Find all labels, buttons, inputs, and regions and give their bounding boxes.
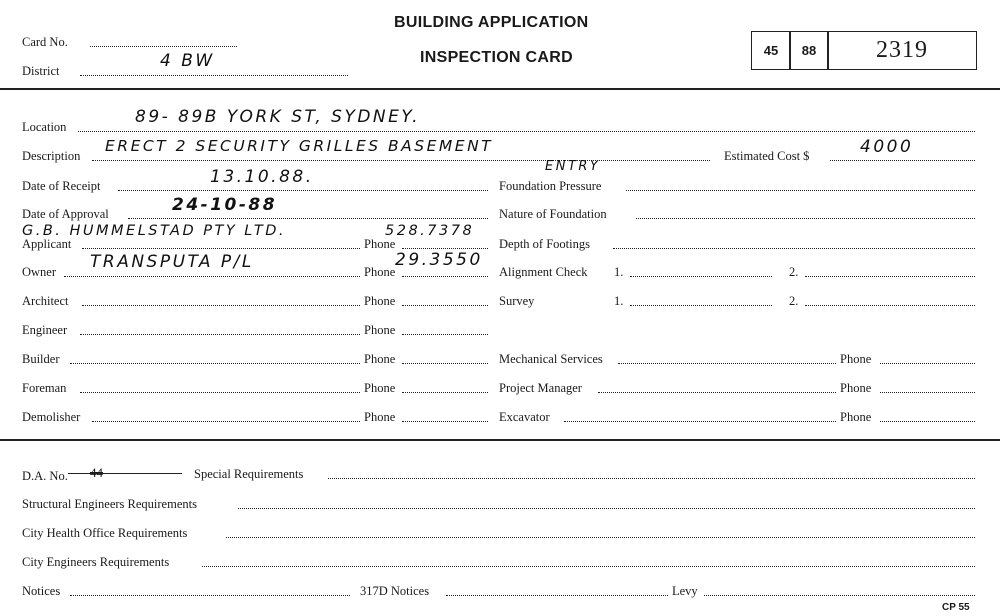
builder-label: Builder: [22, 352, 60, 366]
card-box-b-value: 88: [801, 43, 817, 58]
demolisher-phone-field[interactable]: [402, 421, 488, 422]
applicant-value: G.B. HUMMELSTAD PTY LTD.: [22, 223, 287, 239]
notices-label: Notices: [22, 584, 61, 598]
survey-1-label: 1.: [614, 294, 624, 308]
owner-phone-label: Phone: [364, 265, 396, 279]
demolisher-label: Demolisher: [22, 410, 81, 424]
section-divider: [0, 439, 1000, 441]
engineer-phone-label: Phone: [364, 323, 396, 337]
notices-field[interactable]: [70, 595, 350, 596]
owner-field[interactable]: [64, 276, 360, 277]
survey-2-field[interactable]: [805, 305, 975, 306]
depth-footings-label: Depth of Footings: [499, 237, 590, 251]
alignment-2-label: 2.: [789, 265, 799, 279]
foreman-phone-field[interactable]: [402, 392, 488, 393]
card-no-label: Card No.: [22, 35, 68, 49]
mechanical-field[interactable]: [618, 363, 836, 364]
location-label: Location: [22, 120, 67, 134]
mechanical-phone-label: Phone: [840, 352, 872, 366]
estimated-cost-label: Estimated Cost $: [724, 149, 810, 163]
project-manager-phone-field[interactable]: [880, 392, 975, 393]
description-value-2: ENTRY: [545, 159, 601, 174]
architect-phone-field[interactable]: [402, 305, 488, 306]
structural-req-label: Structural Engineers Requirements: [22, 497, 197, 511]
receipt-value: 13.10.88.: [210, 167, 314, 187]
alignment-1-label: 1.: [614, 265, 624, 279]
estimated-cost-value: 4000: [860, 137, 914, 157]
excavator-phone-field[interactable]: [880, 421, 975, 422]
nature-foundation-field[interactable]: [636, 218, 975, 219]
title-line2: INSPECTION CARD: [420, 49, 573, 66]
project-manager-field[interactable]: [598, 392, 836, 393]
special-req-field[interactable]: [328, 478, 975, 479]
engineer-phone-field[interactable]: [402, 334, 488, 335]
structural-req-field[interactable]: [238, 508, 975, 509]
health-req-field[interactable]: [226, 537, 975, 538]
mechanical-label: Mechanical Services: [499, 352, 603, 366]
excavator-phone-label: Phone: [840, 410, 872, 424]
description-label: Description: [22, 149, 81, 163]
foundation-pressure-label: Foundation Pressure: [499, 179, 602, 193]
levy-label: Levy: [672, 584, 698, 598]
alignment-label: Alignment Check: [499, 265, 588, 279]
demolisher-phone-label: Phone: [364, 410, 396, 424]
receipt-label: Date of Receipt: [22, 179, 101, 193]
foreman-label: Foreman: [22, 381, 67, 395]
engineer-label: Engineer: [22, 323, 68, 337]
alignment-2-field[interactable]: [805, 276, 975, 277]
levy-field[interactable]: [704, 595, 975, 596]
card-no-field[interactable]: [90, 46, 237, 47]
owner-label: Owner: [22, 265, 57, 279]
survey-1-field[interactable]: [630, 305, 772, 306]
builder-field[interactable]: [70, 363, 360, 364]
architect-phone-label: Phone: [364, 294, 396, 308]
card-box-a-value: 45: [763, 43, 779, 58]
title-line1: BUILDING APPLICATION: [394, 14, 589, 31]
engineer-field[interactable]: [80, 334, 360, 335]
owner-value: TRANSPUTA P/L: [90, 252, 254, 272]
survey-2-label: 2.: [789, 294, 799, 308]
applicant-label: Applicant: [22, 237, 72, 251]
estimated-cost-field[interactable]: [830, 160, 975, 161]
da-strike-line: [68, 473, 182, 474]
card-box-b: [789, 31, 829, 70]
form-code: CP 55: [942, 602, 970, 613]
architect-label: Architect: [22, 294, 69, 308]
excavator-field[interactable]: [564, 421, 836, 422]
city-eng-req-field[interactable]: [202, 566, 975, 567]
description-field[interactable]: [92, 160, 710, 161]
approval-value: 24-10-88: [172, 195, 278, 215]
da-no-label: D.A. No.: [22, 469, 68, 483]
foreman-field[interactable]: [80, 392, 360, 393]
card-number-box: [827, 31, 977, 70]
foreman-phone-label: Phone: [364, 381, 396, 395]
da-no-value: 44: [90, 465, 103, 480]
excavator-label: Excavator: [499, 410, 550, 424]
applicant-field[interactable]: [82, 248, 360, 249]
project-manager-label: Project Manager: [499, 381, 582, 395]
header-divider: [0, 88, 1000, 90]
nature-foundation-label: Nature of Foundation: [499, 207, 607, 221]
description-value: ERECT 2 SECURITY GRILLES BASEMENT: [105, 137, 494, 155]
survey-label: Survey: [499, 294, 535, 308]
health-req-label: City Health Office Requirements: [22, 526, 188, 540]
receipt-field[interactable]: [118, 190, 488, 191]
applicant-phone-label: Phone: [364, 237, 396, 251]
applicant-phone-field[interactable]: [402, 248, 488, 249]
approval-label: Date of Approval: [22, 207, 109, 221]
owner-phone-value: 29.3550: [395, 250, 483, 270]
approval-field[interactable]: [128, 218, 488, 219]
location-field[interactable]: [78, 131, 975, 132]
district-field[interactable]: [80, 75, 348, 76]
foundation-pressure-field[interactable]: [626, 190, 975, 191]
applicant-phone-value: 528.7378: [385, 223, 475, 239]
alignment-1-field[interactable]: [630, 276, 772, 277]
architect-field[interactable]: [82, 305, 360, 306]
mechanical-phone-field[interactable]: [880, 363, 975, 364]
card-number: 2319: [876, 37, 928, 63]
depth-footings-field[interactable]: [613, 248, 975, 249]
demolisher-field[interactable]: [92, 421, 360, 422]
builder-phone-field[interactable]: [402, 363, 488, 364]
builder-phone-label: Phone: [364, 352, 396, 366]
owner-phone-field[interactable]: [402, 276, 488, 277]
notices-317d-field[interactable]: [446, 595, 668, 596]
special-req-label: Special Requirements: [194, 467, 304, 481]
card-box-a: [751, 31, 791, 70]
city-eng-req-label: City Engineers Requirements: [22, 555, 170, 569]
notices-317d-label: 317D Notices: [360, 584, 430, 598]
location-value: 89- 89B YORK ST, SYDNEY.: [135, 107, 420, 127]
project-manager-phone-label: Phone: [840, 381, 872, 395]
district-label: District: [22, 64, 60, 78]
district-value: 4 BW: [160, 51, 215, 71]
